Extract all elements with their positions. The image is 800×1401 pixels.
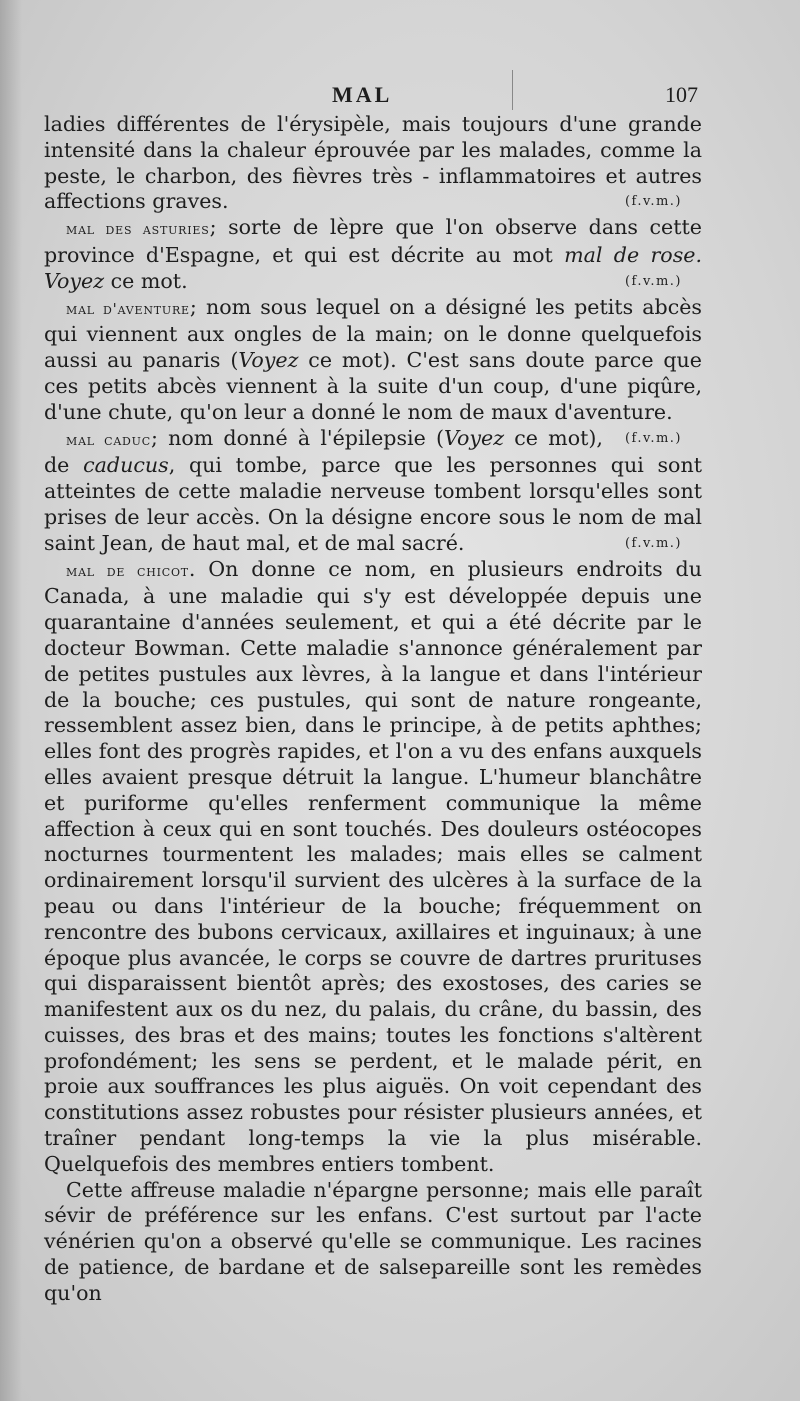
entry-text: ; nom donné à l'épilepsie ( xyxy=(150,425,445,450)
entry-term: mal de chicot xyxy=(66,561,189,580)
source-note: (f.v.m.) xyxy=(624,430,682,446)
entry-italic: Voyez xyxy=(238,348,299,373)
entry-text: , qui tombe, parce que les personnes qui sont atteintes de cette maladie nerveuse tombent lorsqu'elles sont prises de leur accès. On la désigne encore sous le nom de mal saint Jean, de haut mal, et de mal sacré. xyxy=(44,453,702,555)
page-number: 107 xyxy=(665,82,698,107)
running-head: MAL xyxy=(332,82,393,107)
entry-text: ce mot), de xyxy=(44,425,603,478)
entry-term: mal d'aventure xyxy=(66,299,190,318)
page-header xyxy=(44,82,702,112)
entry-mal-de-chicot xyxy=(44,557,702,1178)
source-note: (f.v.m.) xyxy=(624,273,682,289)
book-spine-shadow xyxy=(0,0,22,1401)
entry-italic: mal de rose. Voyez xyxy=(44,242,702,293)
source-note: (f.v.m.) xyxy=(624,535,682,551)
entry-text: . On donne ce nom, en plusieurs endroits du Canada, à une maladie qui s'y est développée depuis une quarantaine d'années seulement, et qui a été décrite par le docteur Bowman. Cette maladie s'annonce généralement par de petites pustules aux lèvres, à la langue et dans l'intérieur de la bouche; ces pustules, qui sont de nature rongeante, ressemblent assez bien, dans le principe, à de petits aphthes; elles font des progrès rapides, et l'on a vu des enfans auxquels elles avaient presque détruit la langue. L'humeur blanchâtre et puriforme qu'elles renferment communique la même affection à ceux qui en sont touchés. Des douleurs ostéocopes nocturnes tourmentent les malades; mais elles se calment ordinairement lorsqu'il survient des ulcères à la surface de la peau ou dans l'intérieur de la bouche; fréquemment on rencontre des bubons cervicaux, axillaires et inguinaux; à une époque plus avancée, le corps se couvre de dartres prurituses qui disparaissent bientôt après; des exostoses, des caries se manifestent aux os du nez, du palais, du crâne, du bassin, des cuisses, des bras et des mains; toutes les fonctions s'altèrent profondément; les sens se perdent, et le malade périt, en proie aux souffrances les plus aiguës. On voit cependant des constitutions assez robustes pour résister plusieurs années, et traîner pendant long-temps la vie la plus misérable. Quelquefois des membres entiers tombent. xyxy=(44,556,702,1176)
paragraph-text: Cette affreuse maladie n'épargne personne; mais elle paraît sévir de préférence sur les enfans. C'est surtout par l'acte vénérien qu'on a observé qu'elle se communique. Les racines de patience, de bardane et de salsepareille sont les remèdes qu'on xyxy=(44,1177,702,1305)
entry-text: ce mot). C'est sans doute parce que ces petits abcès viennent à la suite d'un coup, d'une piqûre, d'une chute, qu'on leur a donné le nom de maux d'aventure. xyxy=(44,348,702,424)
paragraph xyxy=(44,1178,702,1307)
entry-text: ce mot. xyxy=(104,268,188,293)
entry-mal-des-asturies xyxy=(44,215,702,294)
entry-text: ; sorte de lèpre que l'on observe dans cette province d'Espagne, et qui est décrite au mot xyxy=(44,215,702,267)
entry-term: mal caduc xyxy=(66,430,151,449)
paragraph-continuation xyxy=(44,112,702,215)
entry-term: mal des asturies xyxy=(66,220,210,239)
entry-text: ; nom sous lequel on a désigné les petits abcès qui viennent aux ongles de la main; on le donne quelquefois aussi au panaris ( xyxy=(44,294,702,373)
entry-italic: Voyez xyxy=(444,425,505,450)
book-page xyxy=(44,82,702,1307)
paragraph-text: ladies différentes de l'érysipèle, mais toujours d'une grande intensité dans la chaleur éprouvée par les malades, comme la peste, le charbon, des fièvres très - inflammatoires et autres affections graves. xyxy=(44,112,702,214)
source-note: (f.v.m.) xyxy=(624,194,682,210)
entry-italic: caducus xyxy=(83,453,169,478)
